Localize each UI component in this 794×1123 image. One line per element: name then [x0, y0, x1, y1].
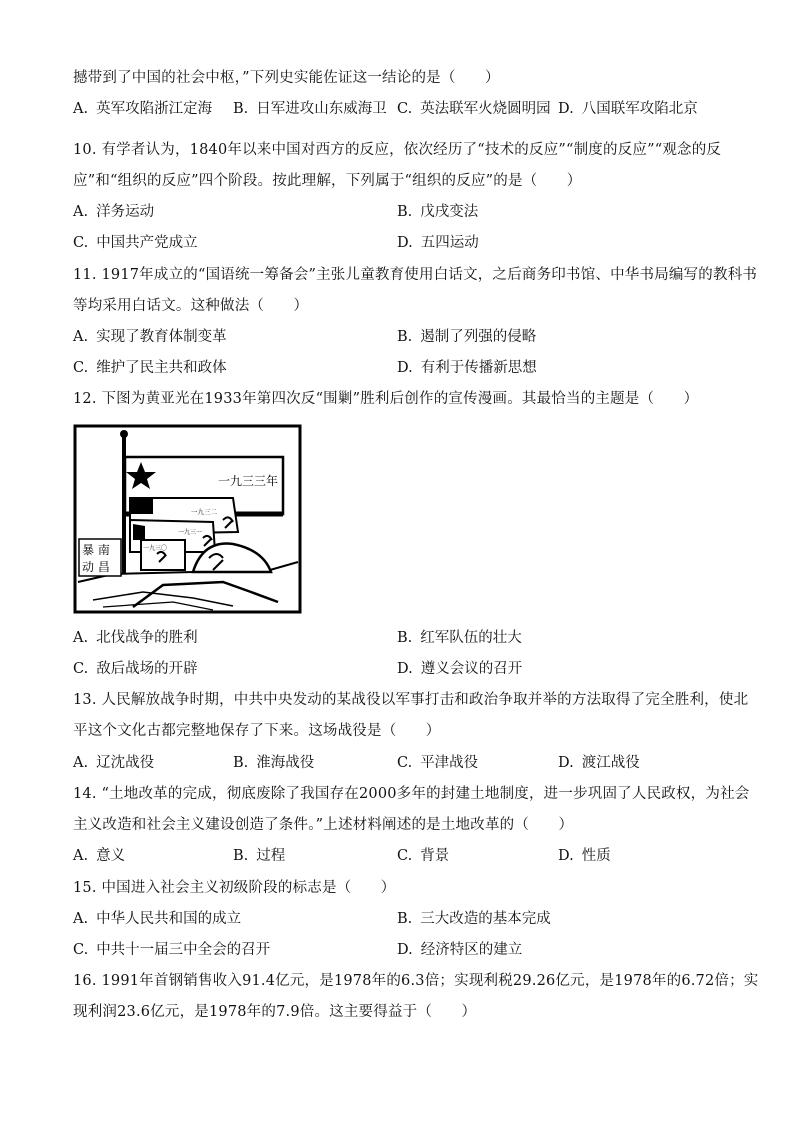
question-11-line-2: 等均采用白话文。这种做法（ ）: [73, 298, 309, 314]
option-14b[interactable]: [233, 846, 285, 866]
question-14-line-1: 14. “土地改革的完成，彻底废除了我国存在2000多年的封建土地制度，进一步巩固了人民政权，为社会: [73, 786, 750, 802]
option-text: 辽沈战役: [96, 755, 155, 771]
option-text: 八国联军攻陷北京: [581, 101, 698, 117]
option-letter: C.: [73, 661, 89, 677]
option-text: 实现了教育体制变革: [96, 329, 227, 345]
option-letter: C.: [397, 755, 413, 771]
option-9d[interactable]: [558, 99, 698, 119]
option-letter: A.: [73, 911, 89, 927]
option-text: 五四运动: [420, 235, 479, 251]
option-11d[interactable]: [397, 358, 537, 378]
option-letter: C.: [73, 235, 89, 251]
question-14-line-2: 主义改造和社会主义建设创造了条件。”上述材料阐述的是土地改革的（ ）: [73, 817, 574, 833]
option-letter: D.: [558, 848, 574, 864]
option-letter: B.: [233, 755, 249, 771]
option-letter: C.: [73, 360, 89, 376]
option-letter: A.: [73, 848, 89, 864]
option-11a[interactable]: [73, 327, 227, 347]
option-9a[interactable]: [73, 99, 212, 119]
option-letter: A.: [73, 755, 89, 771]
option-text: 有利于传播新思想: [420, 360, 537, 376]
option-letter: C.: [397, 848, 413, 864]
option-10d[interactable]: [397, 233, 479, 253]
option-13b[interactable]: [233, 753, 314, 773]
flag-mid-year: 一九三二: [191, 508, 217, 516]
option-10c[interactable]: [73, 233, 198, 253]
option-text: 平津战役: [420, 755, 479, 771]
propaganda-cartoon-figure: [73, 422, 305, 617]
option-12c[interactable]: [73, 659, 198, 679]
option-12d[interactable]: [397, 659, 522, 679]
option-13a[interactable]: [73, 753, 154, 773]
option-text: 日军进攻山东威海卫: [256, 101, 387, 117]
option-letter: D.: [397, 942, 413, 958]
option-letter: B.: [397, 204, 413, 220]
option-15c[interactable]: [73, 940, 270, 960]
option-text: 三大改造的基本完成: [420, 911, 551, 927]
option-text: 敌后战场的开辟: [96, 661, 198, 677]
option-13d[interactable]: [558, 753, 640, 773]
option-text: 过程: [256, 848, 286, 864]
option-text: 淮海战役: [256, 755, 315, 771]
option-15a[interactable]: [73, 909, 241, 929]
option-11b[interactable]: [397, 327, 536, 347]
option-letter: C.: [397, 101, 413, 117]
question-13-line-1: 13. 人民解放战争时期，中共中央发动的某战役以军事打击和政治争取并举的方法取得了完全胜利，使北: [73, 692, 749, 708]
option-text: 戊戌变法: [420, 204, 479, 220]
option-9b[interactable]: [233, 99, 387, 119]
option-text: 北伐战争的胜利: [96, 630, 198, 646]
option-letter: B.: [397, 329, 413, 345]
question-12-line-1: 12. 下图为黄亚光在1933年第四次反“围剿”胜利后创作的宣传漫画。其最恰当的主题是（ ）: [73, 391, 699, 407]
option-text: 英军攻陷浙江定海: [96, 101, 213, 117]
flag-tiny-year: 一九三〇: [143, 545, 168, 552]
option-text: 渡江战役: [581, 755, 640, 771]
option-10a[interactable]: [73, 202, 154, 222]
option-14a[interactable]: [73, 846, 125, 866]
question-10-line-2: 应”和“组织的反应”四个阶段。按此理解，下列属于“组织的反应”的是（ ）: [73, 173, 582, 189]
question-15-line-1: 15. 中国进入社会主义初级阶段的标志是（ ）: [73, 880, 396, 896]
option-text: 维护了民主共和政体: [96, 360, 227, 376]
option-letter: A.: [73, 329, 89, 345]
option-text: 经济特区的建立: [420, 942, 523, 958]
question-9-stem-tail: 撼带到了中国的社会中枢，”下列史实能佐证这一结论的是（ ）: [73, 70, 500, 86]
option-text: 中国共产党成立: [96, 235, 198, 251]
option-text: 背景: [420, 848, 450, 864]
option-13c[interactable]: [397, 753, 478, 773]
option-text: 红军队伍的壮大: [420, 630, 522, 646]
question-13-line-2: 平这个文化古都完整地保存了下来。这场战役是（ ）: [73, 723, 441, 739]
option-text: 英法联军火烧圆明园: [420, 101, 551, 117]
flag-big-year: 一九三三年: [218, 474, 279, 488]
sign-line-a: 暴 南: [82, 543, 110, 557]
option-letter: D.: [397, 235, 413, 251]
option-letter: D.: [558, 101, 574, 117]
option-letter: A.: [73, 630, 89, 646]
sign-line-b: 动 昌: [82, 560, 110, 574]
option-text: 遏制了列强的侵略: [420, 329, 537, 345]
option-letter: B.: [397, 630, 413, 646]
flag-small-year: 一九三一: [178, 529, 203, 536]
option-letter: D.: [397, 360, 413, 376]
option-letter: B.: [233, 101, 249, 117]
option-12a[interactable]: [73, 628, 198, 648]
option-11c[interactable]: [73, 358, 227, 378]
option-text: 遵义会议的召开: [420, 661, 523, 677]
option-letter: C.: [73, 942, 89, 958]
option-9c[interactable]: [397, 99, 551, 119]
question-11-line-1: 11. 1917年成立的“国语统一筹备会”主张儿童教育使用白话文，之后商务印书馆、中华书局编写的教科书: [73, 267, 758, 283]
option-text: 洋务运动: [96, 204, 155, 220]
question-16-line-2: 现利润23.6亿元，是1978年的7.9倍。这主要得益于（ ）: [73, 1004, 477, 1020]
option-15d[interactable]: [397, 940, 522, 960]
option-14d[interactable]: [558, 846, 611, 866]
option-text: 中共十一届三中全会的召开: [96, 942, 271, 958]
option-letter: D.: [397, 661, 413, 677]
option-letter: D.: [558, 755, 574, 771]
option-text: 中华人民共和国的成立: [96, 911, 242, 927]
option-text: 意义: [96, 848, 126, 864]
option-letter: B.: [397, 911, 413, 927]
option-10b[interactable]: [397, 202, 478, 222]
option-14c[interactable]: [397, 846, 449, 866]
option-letter: A.: [73, 101, 89, 117]
option-text: 性质: [581, 848, 611, 864]
question-10-line-1: 10. 有学者认为，1840年以来中国对西方的反应，依次经历了“技术的反应”“制度的反应”“观念的反: [73, 142, 722, 158]
option-12b[interactable]: [397, 628, 522, 648]
option-letter: A.: [73, 204, 89, 220]
option-letter: B.: [233, 848, 249, 864]
option-15b[interactable]: [397, 909, 551, 929]
question-16-line-1: 16. 1991年首钢销售收入91.4亿元，是1978年的6.3倍；实现利税29.26亿元，是1978年的6.72倍；实: [73, 973, 759, 989]
